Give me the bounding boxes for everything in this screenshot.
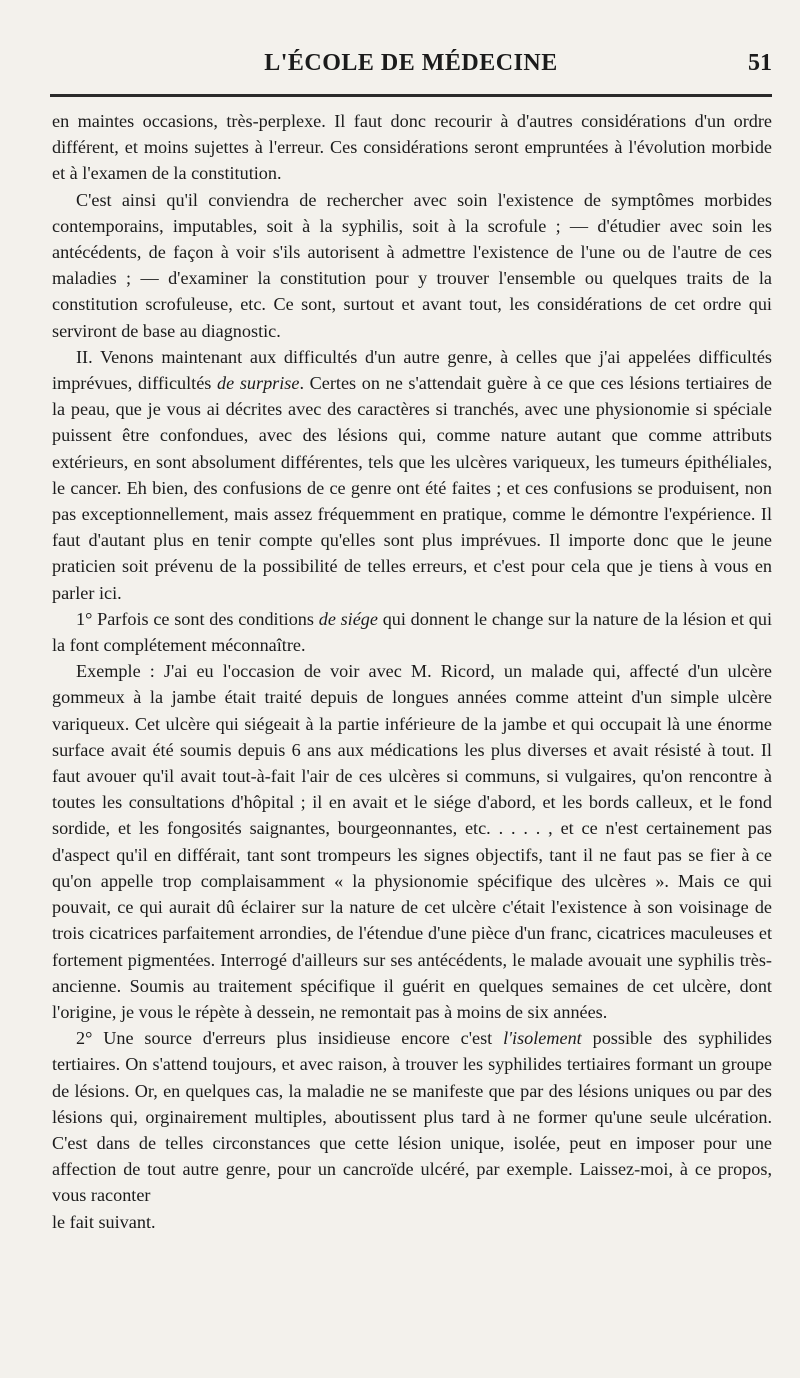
paragraph-last-line (52, 1209, 772, 1235)
paragraph-text-before: 1° Parfois ce sont des conditions (76, 608, 319, 629)
paragraph-item-two (52, 1025, 772, 1208)
paragraph-example (52, 658, 772, 1025)
body-text (52, 108, 772, 1235)
paragraph-evolution (52, 187, 772, 344)
paragraph-text: C'est ainsi qu'il conviendra de rechercher avec soin l'existence de symptômes morbides contemporains, imputables, soit à la syphilis, soit à la scrofule ; — d'étudier avec soin les antécédents, de façon à voir s'ils autorisent à admettre l'existence de l'une ou de l'autre de ces maladies ; — d'examiner la constitution pour y trouver l'ensemble ou quelques traits de la constitution scrofuleuse, etc. Ce sont, surtout et avant tout, les considérations de cet ordre qui serviront de base au diagnostic. (52, 189, 772, 341)
paragraph-emphasis: de siége (318, 608, 378, 629)
paragraph-text-before: II. Venons maintenant aux difficultés d'un autre genre, à celles que j'ai appelées difficultés imprévues, difficultés (52, 346, 772, 394)
paragraph-text-after: qui donnent le change sur la nature de la lésion et qui la font complétement méconnaître. (52, 608, 772, 656)
paragraph-emphasis: l'isolement (503, 1028, 582, 1049)
paragraph-item-one (52, 606, 772, 658)
paragraph-section-two (52, 344, 772, 606)
running-title: L'ÉCOLE DE MÉDECINE (264, 50, 558, 76)
paragraph-text-before: 2° Une source d'erreurs plus insidieuse encore c'est (76, 1028, 504, 1049)
paragraph-text-after: . Certes on ne s'attendait guère à ce que ces lésions tertiaires de la peau, que je vous ai décrites avec des caractères si tranchés, avec une physionomie si spéciale puissent être confondues, avec des lésions qui, comme nature autant que comme attributs extérieurs, en sont absolument différentes, tels que les ulcères variqueux, les tumeurs épithéliales, le cancer. Eh bien, des confusions de ce genre ont été faites ; et ces confusions se produisent, non pas exceptionnellement, mais assez fréquemment en pratique, comme le démontre l'expérience. Il faut d'autant plus en tenir compte qu'elles sont plus imprévues. Il importe donc que le jeune praticien soit prévenu de la possibilité de telles erreurs, et c'est pour cela que je tiens à vous en parler ici. (52, 373, 773, 603)
paragraph-text: en maintes occasions, très-perplexe. Il faut donc recourir à d'autres considérations d'un ordre différent, et moins sujettes à l'erreur. Ces considérations seront empruntées à l'évolution morbide et à l'examen de la constitution. (52, 111, 772, 184)
running-head (50, 50, 772, 86)
paragraph-continuation (52, 108, 772, 187)
header-rule (50, 94, 772, 97)
paragraph-text: Exemple : J'ai eu l'occasion de voir avec M. Ricord, un malade qui, affecté d'un ulcère gommeux à la jambe était traité depuis de longues années comme atteint d'un simple ulcère variqueux. Cet ulcère qui siégeait à la partie inférieure de la jambe et qui occupait là une énorme surface avait été soumis depuis 6 ans aux médications les plus diverses et avait résisté à tout. Il faut avouer qu'il avait tout-à-fait l'air de ces ulcères si communs, si vulgaires, qu'on rencontre à toutes les consultations d'hôpital ; il en avait et le siége d'abord, et les bords calleux, et le fond sordide, et les fongosités saignantes, bourgeonnantes, etc. . . . . , et ce n'est certainement pas d'aspect qu'il en différait, tant sont trompeurs les signes objectifs, tant il ne faut pas se fier à ce qu'on appelle trop complaisamment « la physionomie spécifique des ulcères ». Mais ce qui pouvait, ce qui aurait dû éclairer sur la nature de cet ulcère c'était l'existence à son voisinage de trois cicatrices parfaitement arrondies, de l'étendue d'une pièce d'un franc, cicatrices maculeuses et fortement pigmentées. Interrogé d'ailleurs sur ses antécédents, le malade avouait une syphilis très-ancienne. Soumis au traitement spécifique il guérit en quelques semaines de cet ulcère, dont l'origine, je vous le répète à dessein, ne remontait pas à moins de six années. (52, 661, 772, 1022)
paragraph-text: le fait suivant. (52, 1211, 156, 1232)
paragraph-text-after: possible des syphilides tertiaires. On s'attend toujours, et avec raison, à trouver les syphilides tertiaires formant un groupe de lésions. Or, en quelques cas, la maladie ne se manifeste que par des lésions uniques ou par des lésions qui, orginairement multiples, aboutissent plus tard à ne former qu'une seule ulcération. C'est dans de telles circonstances que cette lésion unique, isolée, peut en imposer pour une affection de tout autre genre, pour un cancroïde ulcéré, par exemple. Laissez-moi, à ce propos, vous raconter (52, 1028, 772, 1206)
page-number: 51 (748, 50, 772, 76)
paragraph-emphasis: de surprise (217, 373, 300, 394)
